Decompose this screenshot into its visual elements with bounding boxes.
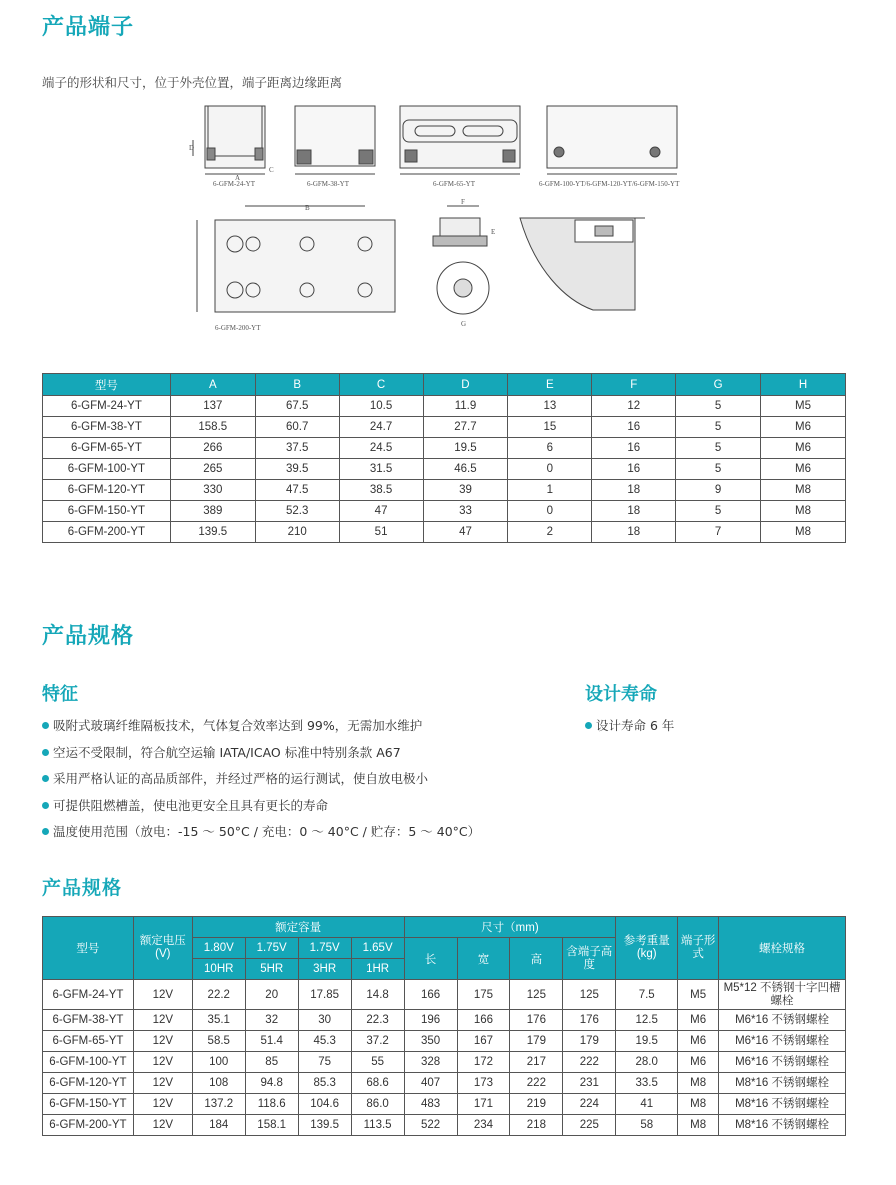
- dim-height-terminal: 含端子高 度: [563, 938, 616, 980]
- table-cell: 139.5: [170, 522, 255, 543]
- list-item: 吸附式玻璃纤维隔板技术，气体复合效率达到 99%，无需加水维护: [42, 716, 480, 743]
- table-cell: M8: [678, 1115, 719, 1136]
- table-cell: 6-GFM-100-YT: [43, 459, 171, 480]
- table-row: [43, 480, 846, 501]
- table-cell: 67.5: [255, 396, 339, 417]
- table-cell: 0: [508, 501, 592, 522]
- table-cell: 407: [404, 1073, 457, 1094]
- table-cell: 218: [510, 1115, 563, 1136]
- table-cell: 12V: [133, 1031, 192, 1052]
- table-cell: M8*16 不锈钢螺栓: [719, 1073, 846, 1094]
- table-cell: 219: [510, 1094, 563, 1115]
- table-cell: 0: [508, 459, 592, 480]
- table-row: [43, 417, 846, 438]
- table-cell: 33: [423, 501, 508, 522]
- table-cell: 6-GFM-38-YT: [43, 417, 171, 438]
- features-list: [42, 716, 480, 849]
- table-cell: 18: [592, 480, 676, 501]
- table-cell: 45.3: [298, 1031, 351, 1052]
- table-cell: 222: [563, 1052, 616, 1073]
- table-cell: 58: [616, 1115, 678, 1136]
- table-cell: 47.5: [255, 480, 339, 501]
- table-cell: 19.5: [423, 438, 508, 459]
- table-cell: M6: [678, 1010, 719, 1031]
- table-cell: 166: [457, 1010, 510, 1031]
- dim-length: 长: [404, 938, 457, 980]
- terminal-table: [42, 373, 846, 543]
- col-header: E: [508, 374, 592, 396]
- table-row: [43, 1031, 846, 1052]
- table-cell: 125: [510, 980, 563, 1010]
- list-item: 可提供阻燃槽盖，使电池更安全且具有更长的寿命: [42, 796, 480, 823]
- cap-hours: 10HR: [192, 959, 245, 980]
- table-cell: 20: [245, 980, 298, 1010]
- list-item: 温度使用范围（放电：-15 ～ 50°C / 充电：0 ～ 40°C / 贮存：5 ～ 40°C）: [42, 822, 480, 849]
- bullet-icon: [42, 722, 49, 729]
- table-cell: M6: [761, 438, 846, 459]
- table-cell: 184: [192, 1115, 245, 1136]
- table-cell: 6-GFM-100-YT: [43, 1052, 134, 1073]
- col-header: F: [592, 374, 676, 396]
- table-cell: 17.85: [298, 980, 351, 1010]
- spec-table: [42, 916, 846, 1136]
- table-row: [43, 1094, 846, 1115]
- table-cell: 12V: [133, 1094, 192, 1115]
- terminal-caption: 端子的形状和尺寸，位于外壳位置，端子距离边缘距离: [42, 75, 343, 90]
- drawing-terminal-3d: [520, 218, 645, 310]
- table-cell: 18: [592, 501, 676, 522]
- table-cell: 19.5: [616, 1031, 678, 1052]
- table-cell: 6-GFM-38-YT: [43, 1010, 134, 1031]
- dim-letter-c: C: [269, 166, 274, 174]
- features-title: 特征: [42, 684, 78, 705]
- table-cell: 35.1: [192, 1010, 245, 1031]
- table-cell: 222: [510, 1073, 563, 1094]
- table-cell: 85: [245, 1052, 298, 1073]
- table-cell: 13: [508, 396, 592, 417]
- terminal-drawings: [185, 100, 705, 340]
- table-cell: 24.5: [339, 438, 423, 459]
- cap-voltage: 1.65V: [351, 938, 404, 959]
- table-cell: 14.8: [351, 980, 404, 1010]
- drawing-label-100-150yt: 6-GFM-100-YT/6-GFM-120-YT/6-GFM-150-YT: [539, 180, 680, 188]
- table-cell: 179: [510, 1031, 563, 1052]
- bullet-icon: [42, 802, 49, 809]
- table-cell: 158.1: [245, 1115, 298, 1136]
- table-cell: M8: [678, 1073, 719, 1094]
- table-cell: 166: [404, 980, 457, 1010]
- life-list: [585, 716, 674, 743]
- table-cell: 234: [457, 1115, 510, 1136]
- table-cell: 137: [170, 396, 255, 417]
- table-cell: 86.0: [351, 1094, 404, 1115]
- table-cell: 22.2: [192, 980, 245, 1010]
- table-cell: M5: [678, 980, 719, 1010]
- cap-hours: 3HR: [298, 959, 351, 980]
- table-cell: 176: [510, 1010, 563, 1031]
- dim-letter-f: F: [461, 198, 465, 206]
- terminal-table-header: [43, 374, 846, 396]
- table-cell: M6: [678, 1031, 719, 1052]
- table-cell: 32: [245, 1010, 298, 1031]
- table-cell: 196: [404, 1010, 457, 1031]
- table-cell: 9: [676, 480, 761, 501]
- table-cell: 5: [676, 417, 761, 438]
- drawing-label-200yt: 6-GFM-200-YT: [215, 324, 261, 332]
- cap-voltage: 1.80V: [192, 938, 245, 959]
- table-cell: 6-GFM-200-YT: [43, 1115, 134, 1136]
- col-header: D: [423, 374, 508, 396]
- section-title-specs: 产品规格: [42, 624, 135, 649]
- table-cell: 139.5: [298, 1115, 351, 1136]
- table-row: [43, 1010, 846, 1031]
- col-header-capacity: 额定容量: [192, 917, 404, 938]
- table-cell: 47: [423, 522, 508, 543]
- table-cell: 231: [563, 1073, 616, 1094]
- table-cell: 18: [592, 522, 676, 543]
- table-cell: 175: [457, 980, 510, 1010]
- bullet-icon: [42, 828, 49, 835]
- drawing-100-150yt: [547, 106, 677, 174]
- drawing-200yt: [197, 206, 395, 312]
- table-cell: 12V: [133, 980, 192, 1010]
- table-cell: M6*16 不锈钢螺栓: [719, 1010, 846, 1031]
- table-cell: 217: [510, 1052, 563, 1073]
- table-cell: 158.5: [170, 417, 255, 438]
- col-header-voltage: 额定电压 (V): [133, 917, 192, 980]
- table-cell: 85.3: [298, 1073, 351, 1094]
- col-header: H: [761, 374, 846, 396]
- table-cell: 68.6: [351, 1073, 404, 1094]
- col-header-bolt: 螺栓规格: [719, 917, 846, 980]
- table-cell: M6: [761, 459, 846, 480]
- cap-voltage: 1.75V: [245, 938, 298, 959]
- table-cell: 12V: [133, 1073, 192, 1094]
- table-cell: 58.5: [192, 1031, 245, 1052]
- table-cell: 30: [298, 1010, 351, 1031]
- table-cell: 37.5: [255, 438, 339, 459]
- table-cell: 16: [592, 459, 676, 480]
- section-title-spec-table: 产品规格: [42, 877, 123, 899]
- table-cell: M8: [761, 522, 846, 543]
- table-cell: 100: [192, 1052, 245, 1073]
- table-cell: M8: [761, 501, 846, 522]
- col-header: B: [255, 374, 339, 396]
- dim-letter-b: B: [305, 204, 310, 212]
- table-cell: 52.3: [255, 501, 339, 522]
- table-cell: 39: [423, 480, 508, 501]
- table-cell: M8: [761, 480, 846, 501]
- table-row: [43, 501, 846, 522]
- table-row: [43, 980, 846, 1010]
- table-cell: 12V: [133, 1010, 192, 1031]
- table-cell: 167: [457, 1031, 510, 1052]
- dim-letter-e: E: [491, 228, 496, 236]
- col-header: 型号: [43, 374, 171, 396]
- col-header-weight: 参考重量 (kg): [616, 917, 678, 980]
- table-cell: 10.5: [339, 396, 423, 417]
- cap-hours: 1HR: [351, 959, 404, 980]
- table-cell: 179: [563, 1031, 616, 1052]
- col-header-dimensions: 尺寸（mm): [404, 917, 616, 938]
- list-item: 设计寿命 6 年: [585, 716, 674, 743]
- table-cell: 94.8: [245, 1073, 298, 1094]
- table-cell: 11.9: [423, 396, 508, 417]
- table-cell: 176: [563, 1010, 616, 1031]
- table-cell: 125: [563, 980, 616, 1010]
- table-cell: 39.5: [255, 459, 339, 480]
- table-cell: 265: [170, 459, 255, 480]
- table-row: [43, 1073, 846, 1094]
- table-cell: 6-GFM-24-YT: [43, 980, 134, 1010]
- table-cell: 266: [170, 438, 255, 459]
- table-row: [43, 1052, 846, 1073]
- table-cell: 522: [404, 1115, 457, 1136]
- table-cell: M5*12 不锈钢十字凹槽螺栓: [719, 980, 846, 1010]
- table-cell: 12: [592, 396, 676, 417]
- list-item: 空运不受限制，符合航空运输 IATA/ICAO 标准中特别条款 A67: [42, 743, 480, 770]
- list-item: 采用严格认证的高品质部件，并经过严格的运行测试，使自放电极小: [42, 769, 480, 796]
- table-cell: M8*16 不锈钢螺栓: [719, 1094, 846, 1115]
- table-cell: 7.5: [616, 980, 678, 1010]
- dim-letter-a: A: [235, 174, 241, 182]
- drawing-label-24yt: 6-GFM-24-YT: [213, 180, 255, 188]
- table-cell: M8: [678, 1094, 719, 1115]
- cap-hours: 5HR: [245, 959, 298, 980]
- table-cell: 47: [339, 501, 423, 522]
- table-cell: 6: [508, 438, 592, 459]
- drawing-24yt: [193, 106, 265, 174]
- section-title-terminals: 产品端子: [42, 15, 135, 40]
- table-cell: 113.5: [351, 1115, 404, 1136]
- table-cell: 6-GFM-120-YT: [43, 480, 171, 501]
- table-cell: 173: [457, 1073, 510, 1094]
- table-cell: 27.7: [423, 417, 508, 438]
- table-cell: 104.6: [298, 1094, 351, 1115]
- table-cell: 6-GFM-24-YT: [43, 396, 171, 417]
- bullet-icon: [42, 775, 49, 782]
- table-cell: 6-GFM-150-YT: [43, 1094, 134, 1115]
- table-cell: 2: [508, 522, 592, 543]
- spec-header-row-1: [43, 917, 846, 938]
- table-cell: 6-GFM-120-YT: [43, 1073, 134, 1094]
- table-cell: 24.7: [339, 417, 423, 438]
- table-cell: 51: [339, 522, 423, 543]
- life-title: 设计寿命: [585, 684, 657, 705]
- table-row: [43, 1115, 846, 1136]
- table-row: [43, 459, 846, 480]
- bullet-icon: [585, 722, 592, 729]
- table-cell: 60.7: [255, 417, 339, 438]
- table-cell: 5: [676, 438, 761, 459]
- cap-voltage: 1.75V: [298, 938, 351, 959]
- table-cell: 108: [192, 1073, 245, 1094]
- table-cell: 33.5: [616, 1073, 678, 1094]
- table-cell: 51.4: [245, 1031, 298, 1052]
- table-cell: 41: [616, 1094, 678, 1115]
- table-cell: 137.2: [192, 1094, 245, 1115]
- table-cell: 225: [563, 1115, 616, 1136]
- table-cell: 6-GFM-65-YT: [43, 1031, 134, 1052]
- table-cell: M6*16 不锈钢螺栓: [719, 1052, 846, 1073]
- drawing-label-65yt: 6-GFM-65-YT: [433, 180, 475, 188]
- table-cell: 5: [676, 459, 761, 480]
- table-cell: 172: [457, 1052, 510, 1073]
- table-cell: 55: [351, 1052, 404, 1073]
- table-cell: 118.6: [245, 1094, 298, 1115]
- table-cell: 16: [592, 438, 676, 459]
- table-cell: 12V: [133, 1115, 192, 1136]
- col-header-model: 型号: [43, 917, 134, 980]
- col-header-terminal: 端子形 式: [678, 917, 719, 980]
- table-cell: 28.0: [616, 1052, 678, 1073]
- drawing-terminal-detail: [433, 206, 489, 314]
- table-cell: 15: [508, 417, 592, 438]
- table-row: [43, 438, 846, 459]
- table-cell: 483: [404, 1094, 457, 1115]
- dim-width: 宽: [457, 938, 510, 980]
- table-cell: 46.5: [423, 459, 508, 480]
- drawing-65yt: [400, 106, 520, 174]
- dim-height: 高: [510, 938, 563, 980]
- dim-letter-g: G: [461, 320, 467, 328]
- drawing-38yt: [295, 106, 375, 174]
- table-row: [43, 396, 846, 417]
- col-header: G: [676, 374, 761, 396]
- table-row: [43, 522, 846, 543]
- table-cell: 31.5: [339, 459, 423, 480]
- bullet-icon: [42, 749, 49, 756]
- table-cell: 5: [676, 501, 761, 522]
- table-cell: 350: [404, 1031, 457, 1052]
- table-cell: 330: [170, 480, 255, 501]
- table-cell: M8*16 不锈钢螺栓: [719, 1115, 846, 1136]
- table-cell: 22.3: [351, 1010, 404, 1031]
- table-cell: 328: [404, 1052, 457, 1073]
- table-cell: M6*16 不锈钢螺栓: [719, 1031, 846, 1052]
- table-cell: 75: [298, 1052, 351, 1073]
- table-cell: M6: [761, 417, 846, 438]
- col-header: C: [339, 374, 423, 396]
- table-cell: 389: [170, 501, 255, 522]
- table-cell: M6: [678, 1052, 719, 1073]
- table-cell: 1: [508, 480, 592, 501]
- table-cell: 7: [676, 522, 761, 543]
- table-cell: 38.5: [339, 480, 423, 501]
- table-cell: 12.5: [616, 1010, 678, 1031]
- table-cell: 224: [563, 1094, 616, 1115]
- col-header: A: [170, 374, 255, 396]
- table-cell: 210: [255, 522, 339, 543]
- table-cell: 37.2: [351, 1031, 404, 1052]
- table-cell: 16: [592, 417, 676, 438]
- table-cell: 6-GFM-150-YT: [43, 501, 171, 522]
- table-cell: 12V: [133, 1052, 192, 1073]
- table-cell: 171: [457, 1094, 510, 1115]
- table-cell: 6-GFM-200-YT: [43, 522, 171, 543]
- dim-letter-d: D: [189, 144, 195, 152]
- drawing-label-38yt: 6-GFM-38-YT: [307, 180, 349, 188]
- table-cell: 6-GFM-65-YT: [43, 438, 171, 459]
- table-cell: 5: [676, 396, 761, 417]
- table-cell: M5: [761, 396, 846, 417]
